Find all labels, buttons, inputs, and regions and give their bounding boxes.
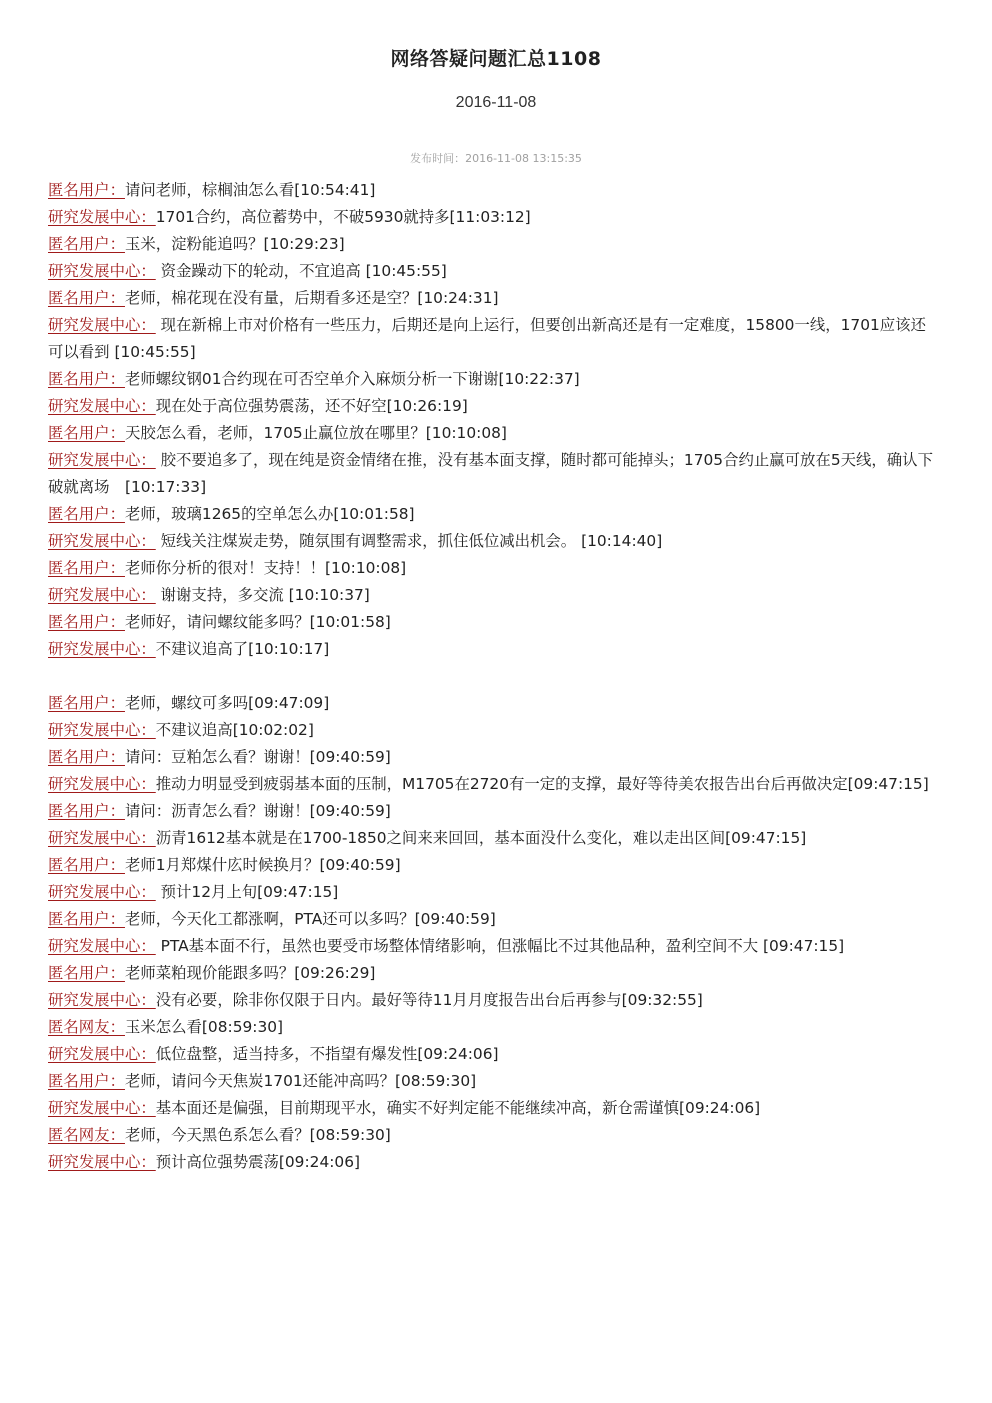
qa-entry bbox=[48, 555, 938, 582]
message-text: 老师好，请问螺纹能多吗？[10:01:58] bbox=[124, 613, 391, 631]
qa-entry bbox=[48, 1014, 938, 1041]
message-text: 推动力明显受到疲弱基本面的压制，M1705在2720有一定的支撑，最好等待美农报告出台后再做决定[09:47:15] bbox=[155, 775, 929, 793]
qa-entry bbox=[48, 825, 938, 852]
speaker-link[interactable]: 研究发展中心： bbox=[48, 208, 156, 226]
message-text: 请问：沥青怎么看？谢谢！[09:40:59] bbox=[124, 802, 391, 820]
speaker-link[interactable]: 匿名用户： bbox=[48, 289, 125, 307]
message-text: 玉米，淀粉能追吗？[10:29:23] bbox=[124, 235, 345, 253]
qa-entry bbox=[48, 366, 938, 393]
message-text: 不建议追高[10:02:02] bbox=[155, 721, 314, 739]
message-text: 预计12月上旬[09:47:15] bbox=[155, 883, 339, 901]
qa-entry bbox=[48, 501, 938, 528]
qa-entry bbox=[48, 852, 938, 879]
message-text: 老师1月郑煤什庅时候换月？[09:40:59] bbox=[124, 856, 401, 874]
speaker-link[interactable]: 研究发展中心： bbox=[48, 829, 156, 847]
message-text: 天胶怎么看，老师，1705止赢位放在哪里？[10:10:08] bbox=[124, 424, 507, 442]
qa-entry bbox=[48, 528, 938, 555]
speaker-link[interactable]: 研究发展中心： bbox=[48, 1153, 156, 1171]
qa-entry bbox=[48, 906, 938, 933]
speaker-link[interactable]: 匿名网友： bbox=[48, 1018, 125, 1036]
message-text: 老师，今天黑色系怎么看？[08:59:30] bbox=[124, 1126, 391, 1144]
speaker-link[interactable]: 研究发展中心： bbox=[48, 586, 156, 604]
message-text: 老师菜粕现价能跟多吗？[09:26:29] bbox=[124, 964, 376, 982]
qa-entry bbox=[48, 285, 938, 312]
speaker-link[interactable]: 匿名用户： bbox=[48, 694, 125, 712]
speaker-link[interactable]: 研究发展中心： bbox=[48, 883, 156, 901]
message-text: 请问：豆粕怎么看？谢谢！[09:40:59] bbox=[124, 748, 391, 766]
speaker-link[interactable]: 匿名用户： bbox=[48, 910, 125, 928]
speaker-link[interactable]: 匿名用户： bbox=[48, 181, 125, 199]
message-text: 现在新棉上市对价格有一些压力，后期还是向上运行，但要创出新高还是有一定难度，15800一线，1701应该还可以看到 [10:45:55] bbox=[48, 316, 926, 361]
message-text: 基本面还是偏强，目前期现平水，确实不好判定能不能继续冲高，新仓需谨慎[09:24:06] bbox=[155, 1099, 761, 1117]
message-text: 老师，今天化工都涨啊，PTA还可以多吗？[09:40:59] bbox=[124, 910, 496, 928]
qa-entry bbox=[48, 771, 938, 798]
message-text: 低位盘整，适当持多，不指望有爆发性[09:24:06] bbox=[155, 1045, 499, 1063]
qa-entry bbox=[48, 987, 938, 1014]
speaker-link[interactable]: 研究发展中心： bbox=[48, 1099, 156, 1117]
qa-entry bbox=[48, 609, 938, 636]
qa-entry bbox=[48, 744, 938, 771]
qa-entry bbox=[48, 690, 938, 717]
section-gap bbox=[48, 663, 938, 690]
speaker-link[interactable]: 匿名用户： bbox=[48, 505, 125, 523]
qa-entry bbox=[48, 204, 938, 231]
speaker-link[interactable]: 匿名网友： bbox=[48, 1126, 125, 1144]
message-text: 现在处于高位强势震荡，还不好空[10:26:19] bbox=[155, 397, 468, 415]
message-text: 老师，棉花现在没有量，后期看多还是空？[10:24:31] bbox=[124, 289, 499, 307]
qa-entry bbox=[48, 1068, 938, 1095]
message-text: 短线关注煤炭走势，随氛围有调整需求，抓住低位减出机会。 [10:14:40] bbox=[155, 532, 663, 550]
speaker-link[interactable]: 研究发展中心： bbox=[48, 775, 156, 793]
qa-entry bbox=[48, 258, 938, 285]
message-text: 老师你分析的很对！支持！！[10:10:08] bbox=[124, 559, 407, 577]
speaker-link[interactable]: 匿名用户： bbox=[48, 856, 125, 874]
message-text: 老师，玻璃1265的空单怎么办[10:01:58] bbox=[124, 505, 415, 523]
message-text: 预计高位强势震荡[09:24:06] bbox=[155, 1153, 361, 1171]
message-text: 老师，请问今天焦炭1701还能冲高吗？[08:59:30] bbox=[124, 1072, 477, 1090]
message-text: 谢谢支持，多交流 [10:10:37] bbox=[155, 586, 370, 604]
qa-entry bbox=[48, 1122, 938, 1149]
qa-entry bbox=[48, 177, 938, 204]
speaker-link[interactable]: 匿名用户： bbox=[48, 370, 125, 388]
publish-time: 发布时间：2016-11-08 13:15:35 bbox=[410, 152, 582, 165]
message-text: 不建议追高了[10:10:17] bbox=[155, 640, 330, 658]
message-text: PTA基本面不行，虽然也要受市场整体情绪影响，但涨幅比不过其他品种，盈利空间不大 [09:47:15] bbox=[155, 937, 845, 955]
qa-entry bbox=[48, 933, 938, 960]
qa-list bbox=[48, 177, 938, 1176]
page-title: 网络答疑问题汇总1108 bbox=[390, 48, 602, 70]
message-text: 胶不要追多了，现在纯是资金情绪在推，没有基本面支撑，随时都可能掉头；1705合约止赢可放在5天线，确认下破就离场 [10:17:33] bbox=[48, 451, 933, 496]
qa-entry bbox=[48, 312, 938, 366]
qa-entry bbox=[48, 582, 938, 609]
speaker-link[interactable]: 研究发展中心： bbox=[48, 640, 156, 658]
qa-entry bbox=[48, 1041, 938, 1068]
message-text: 沥青1612基本就是在1700-1850之间来来回回，基本面没什么变化，难以走出区间[09:47:15] bbox=[155, 829, 807, 847]
speaker-link[interactable]: 研究发展中心： bbox=[48, 262, 156, 280]
qa-entry bbox=[48, 636, 938, 663]
speaker-link[interactable]: 匿名用户： bbox=[48, 559, 125, 577]
speaker-link[interactable]: 研究发展中心： bbox=[48, 397, 156, 415]
speaker-link[interactable]: 研究发展中心： bbox=[48, 451, 156, 469]
speaker-link[interactable]: 匿名用户： bbox=[48, 1072, 125, 1090]
speaker-link[interactable]: 研究发展中心： bbox=[48, 1045, 156, 1063]
speaker-link[interactable]: 匿名用户： bbox=[48, 613, 125, 631]
message-text: 请问老师，棕榈油怎么看[10:54:41] bbox=[124, 181, 376, 199]
qa-entry bbox=[48, 960, 938, 987]
speaker-link[interactable]: 研究发展中心： bbox=[48, 937, 156, 955]
qa-entry bbox=[48, 798, 938, 825]
message-text: 1701合约，高位蓄势中，不破5930就持多[11:03:12] bbox=[155, 208, 531, 226]
speaker-link[interactable]: 研究发展中心： bbox=[48, 991, 156, 1009]
speaker-link[interactable]: 匿名用户： bbox=[48, 235, 125, 253]
qa-entry bbox=[48, 879, 938, 906]
qa-entry bbox=[48, 393, 938, 420]
speaker-link[interactable]: 研究发展中心： bbox=[48, 316, 156, 334]
qa-entry bbox=[48, 231, 938, 258]
speaker-link[interactable]: 匿名用户： bbox=[48, 964, 125, 982]
message-text: 老师，螺纹可多吗[09:47:09] bbox=[124, 694, 330, 712]
qa-entry bbox=[48, 1095, 938, 1122]
page-date: 2016-11-08 bbox=[455, 94, 537, 111]
message-text: 玉米怎么看[08:59:30] bbox=[124, 1018, 284, 1036]
speaker-link[interactable]: 匿名用户： bbox=[48, 802, 125, 820]
qa-entry bbox=[48, 1149, 938, 1176]
message-text: 没有必要，除非你仅限于日内。最好等待11月月度报告出台后再参与[09:32:55] bbox=[155, 991, 703, 1009]
qa-entry bbox=[48, 717, 938, 744]
qa-entry bbox=[48, 447, 938, 501]
qa-entry bbox=[48, 420, 938, 447]
speaker-link[interactable]: 研究发展中心： bbox=[48, 532, 156, 550]
message-text: 资金躁动下的轮动，不宜追高 [10:45:55] bbox=[155, 262, 447, 280]
speaker-link[interactable]: 研究发展中心： bbox=[48, 721, 156, 739]
speaker-link[interactable]: 匿名用户： bbox=[48, 748, 125, 766]
message-text: 老师螺纹钢01合约现在可否空单介入麻烦分析一下谢谢[10:22:37] bbox=[124, 370, 580, 388]
speaker-link[interactable]: 匿名用户： bbox=[48, 424, 125, 442]
